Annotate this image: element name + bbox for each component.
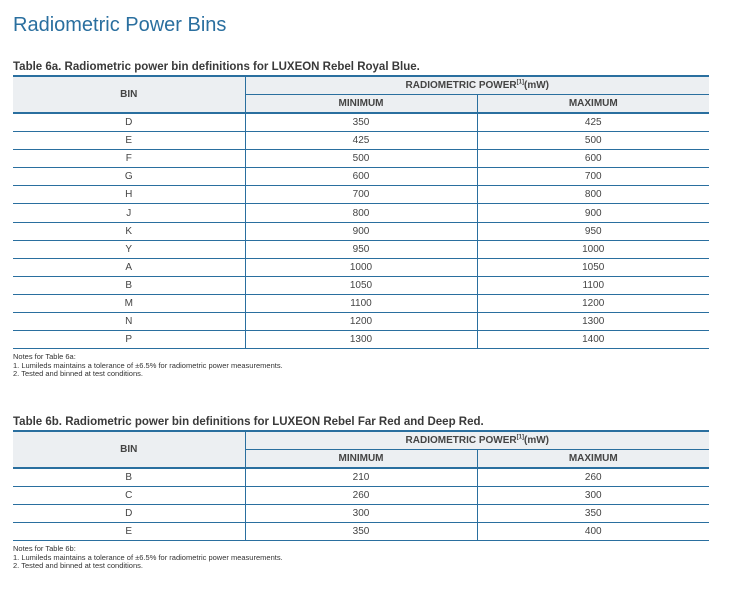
- note-item: 2. Tested and binned at test conditions.: [13, 369, 143, 379]
- minimum-cell: 1300: [245, 331, 477, 349]
- table-row: [13, 150, 709, 168]
- radiometric-power-label: RADIOMETRIC POWER: [405, 435, 517, 446]
- maximum-cell: 260: [477, 468, 709, 487]
- radiometric-power-header: [245, 431, 709, 450]
- bin-cell: K: [13, 222, 245, 240]
- maximum-cell: 300: [477, 487, 709, 505]
- table-row: [13, 313, 709, 331]
- minimum-cell: 1050: [245, 276, 477, 294]
- table-6a-body: [13, 113, 709, 349]
- table-row: [13, 505, 709, 523]
- maximum-cell: 950: [477, 222, 709, 240]
- minimum-cell: 900: [245, 222, 477, 240]
- bin-cell: J: [13, 204, 245, 222]
- footnote-ref: [1]: [516, 79, 524, 86]
- minimum-cell: 425: [245, 132, 477, 150]
- bin-column-header: BIN: [13, 431, 245, 468]
- minimum-cell: 600: [245, 168, 477, 186]
- minimum-cell: 210: [245, 468, 477, 487]
- minimum-column-header: MINIMUM: [245, 450, 477, 469]
- maximum-column-header: MAXIMUM: [477, 450, 709, 469]
- table-6b-notes: [13, 545, 709, 571]
- bin-cell: D: [13, 505, 245, 523]
- table-6b-caption: Table 6b. Radiometric power bin definitions for LUXEON Rebel Far Red and Deep Red.: [13, 416, 484, 428]
- maximum-cell: 400: [477, 523, 709, 541]
- minimum-cell: 300: [245, 505, 477, 523]
- bin-cell: G: [13, 168, 245, 186]
- minimum-cell: 350: [245, 523, 477, 541]
- minimum-cell: 500: [245, 150, 477, 168]
- radiometric-power-header: [245, 76, 709, 95]
- bin-cell: N: [13, 313, 245, 331]
- bin-column-header: BIN: [13, 76, 245, 113]
- table-row: [13, 186, 709, 204]
- maximum-cell: 500: [477, 132, 709, 150]
- table-row: [13, 276, 709, 294]
- table-6a: [13, 75, 709, 349]
- maximum-cell: 700: [477, 168, 709, 186]
- maximum-column-header: MAXIMUM: [477, 95, 709, 114]
- table-row: [13, 258, 709, 276]
- maximum-cell: 425: [477, 113, 709, 132]
- minimum-cell: 1000: [245, 258, 477, 276]
- minimum-cell: 700: [245, 186, 477, 204]
- table-row: [13, 204, 709, 222]
- maximum-cell: 1300: [477, 313, 709, 331]
- table-6b-block: [13, 414, 709, 571]
- maximum-cell: 1200: [477, 294, 709, 312]
- minimum-column-header: MINIMUM: [245, 95, 477, 114]
- table-row: [13, 240, 709, 258]
- table-6b-body: [13, 468, 709, 541]
- maximum-cell: 800: [477, 186, 709, 204]
- table-6a-caption: Table 6a. Radiometric power bin definitions for LUXEON Rebel Royal Blue.: [13, 61, 420, 73]
- page-title: Radiometric Power Bins: [13, 14, 227, 36]
- bin-cell: E: [13, 523, 245, 541]
- table-row: [13, 113, 709, 132]
- table-6a-notes: [13, 353, 709, 379]
- bin-cell: M: [13, 294, 245, 312]
- unit-label: (mW): [523, 435, 549, 446]
- bin-cell: B: [13, 468, 245, 487]
- bin-cell: P: [13, 331, 245, 349]
- table-row: [13, 331, 709, 349]
- radiometric-power-label: RADIOMETRIC POWER: [405, 80, 517, 91]
- table-6a-block: [13, 59, 709, 379]
- bin-cell: F: [13, 150, 245, 168]
- notes-title: Notes for Table 6b:: [13, 544, 76, 554]
- table-6b: [13, 430, 709, 541]
- minimum-cell: 1100: [245, 294, 477, 312]
- unit-label: (mW): [523, 80, 549, 91]
- bin-cell: E: [13, 132, 245, 150]
- minimum-cell: 1200: [245, 313, 477, 331]
- table-row: [13, 132, 709, 150]
- table-row: [13, 468, 709, 487]
- table-row: [13, 487, 709, 505]
- bin-cell: B: [13, 276, 245, 294]
- note-item: 1. Lumileds maintains a tolerance of ±6.5% for radiometric power measurements.: [13, 552, 283, 562]
- bin-cell: C: [13, 487, 245, 505]
- note-item: 1. Lumileds maintains a tolerance of ±6.5% for radiometric power measurements.: [13, 360, 283, 370]
- minimum-cell: 350: [245, 113, 477, 132]
- maximum-cell: 350: [477, 505, 709, 523]
- notes-title: Notes for Table 6a:: [13, 352, 76, 362]
- table-row: [13, 168, 709, 186]
- maximum-cell: 1400: [477, 331, 709, 349]
- table-row: [13, 294, 709, 312]
- bin-cell: Y: [13, 240, 245, 258]
- table-row: [13, 523, 709, 541]
- minimum-cell: 800: [245, 204, 477, 222]
- table-row: [13, 222, 709, 240]
- footnote-ref: [1]: [516, 434, 524, 441]
- minimum-cell: 260: [245, 487, 477, 505]
- bin-cell: D: [13, 113, 245, 132]
- maximum-cell: 1100: [477, 276, 709, 294]
- maximum-cell: 1000: [477, 240, 709, 258]
- bin-cell: A: [13, 258, 245, 276]
- maximum-cell: 600: [477, 150, 709, 168]
- maximum-cell: 900: [477, 204, 709, 222]
- maximum-cell: 1050: [477, 258, 709, 276]
- note-item: 2. Tested and binned at test conditions.: [13, 561, 143, 571]
- minimum-cell: 950: [245, 240, 477, 258]
- bin-cell: H: [13, 186, 245, 204]
